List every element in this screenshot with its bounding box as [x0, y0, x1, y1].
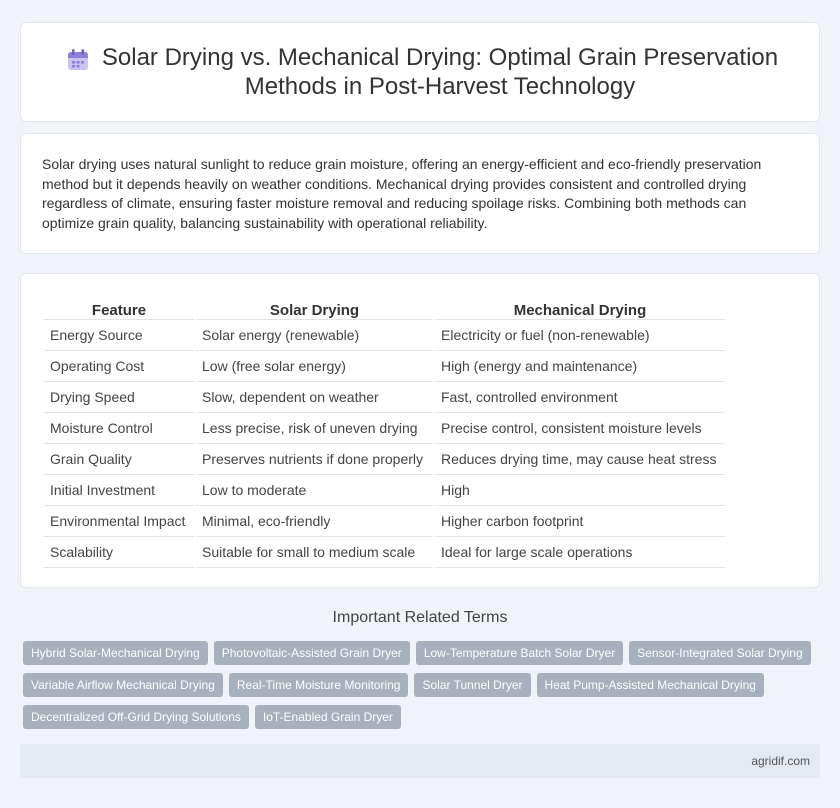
table-cell: Preserves nutrients if done properly	[196, 444, 433, 475]
column-header-solar: Solar Drying	[196, 294, 433, 320]
footer-bar	[20, 744, 820, 778]
related-term-tag[interactable]: Decentralized Off-Grid Drying Solutions	[23, 705, 249, 729]
related-term-tag[interactable]: Sensor-Integrated Solar Drying	[629, 641, 810, 665]
table-cell: Solar energy (renewable)	[196, 320, 433, 351]
table-row	[44, 413, 725, 444]
column-header-feature: Feature	[44, 294, 194, 320]
table-cell: Low (free solar energy)	[196, 351, 433, 382]
table-cell: Higher carbon footprint	[435, 506, 725, 537]
related-term-tag[interactable]: Photovoltaic-Assisted Grain Dryer	[214, 641, 410, 665]
table-cell: Scalability	[44, 537, 194, 568]
table-header-row	[44, 294, 725, 320]
related-terms-heading: Important Related Terms	[332, 609, 508, 626]
comparison-table-card	[20, 273, 820, 588]
table-row	[44, 382, 725, 413]
related-term-tag[interactable]: Variable Airflow Mechanical Drying	[23, 673, 223, 697]
table-cell: Low to moderate	[196, 475, 433, 506]
table-cell: Drying Speed	[44, 382, 194, 413]
table-cell: High	[435, 475, 725, 506]
table-cell: High (energy and maintenance)	[435, 351, 725, 382]
table-cell: Initial Investment	[44, 475, 194, 506]
table-cell: Environmental Impact	[44, 506, 194, 537]
table-cell: Precise control, consistent moisture levels	[435, 413, 725, 444]
calendar-icon	[65, 47, 91, 73]
table-row	[44, 506, 725, 537]
table-cell: Electricity or fuel (non-renewable)	[435, 320, 725, 351]
table-cell: Minimal, eco-friendly	[196, 506, 433, 537]
table-row	[44, 351, 725, 382]
page-title: Solar Drying vs. Mechanical Drying: Optimal Grain Preservation Methods in Post-Harvest Technology	[101, 44, 779, 100]
related-term-tag[interactable]: Hybrid Solar-Mechanical Drying	[23, 641, 208, 665]
related-term-tag[interactable]: IoT-Enabled Grain Dryer	[255, 705, 401, 729]
comparison-table	[42, 294, 727, 568]
table-cell: Ideal for large scale operations	[435, 537, 725, 568]
summary-text: Solar drying uses natural sunlight to reduce grain moisture, offering an energy-efficient and eco-friendly preservation method but it depends heavily on weather conditions. Mechanical drying provides consistent and controlled drying regardless of climate, ensuring faster moisture removal and reducing spoilage risks. Combining both methods can optimize grain quality, balancing sustainability with operational reliability.	[42, 156, 762, 231]
related-term-tag[interactable]: Solar Tunnel Dryer	[414, 673, 530, 697]
column-header-mechanical: Mechanical Drying	[435, 294, 725, 320]
table-cell: Moisture Control	[44, 413, 194, 444]
table-cell: Reduces drying time, may cause heat stress	[435, 444, 725, 475]
table-row	[44, 444, 725, 475]
table-row	[44, 537, 725, 568]
footer-site-link[interactable]: agridif.com	[751, 754, 810, 768]
table-cell: Operating Cost	[44, 351, 194, 382]
related-terms-tags	[23, 641, 813, 729]
table-cell: Suitable for small to medium scale	[196, 537, 433, 568]
table-cell: Fast, controlled environment	[435, 382, 725, 413]
related-term-tag[interactable]: Heat Pump-Assisted Mechanical Drying	[537, 673, 764, 697]
table-cell: Grain Quality	[44, 444, 194, 475]
table-cell: Energy Source	[44, 320, 194, 351]
header-card	[20, 22, 820, 122]
related-term-tag[interactable]: Low-Temperature Batch Solar Dryer	[416, 641, 623, 665]
summary-card	[20, 133, 820, 254]
table-row	[44, 320, 725, 351]
table-row	[44, 475, 725, 506]
table-cell: Slow, dependent on weather	[196, 382, 433, 413]
related-term-tag[interactable]: Real-Time Moisture Monitoring	[229, 673, 409, 697]
table-cell: Less precise, risk of uneven drying	[196, 413, 433, 444]
